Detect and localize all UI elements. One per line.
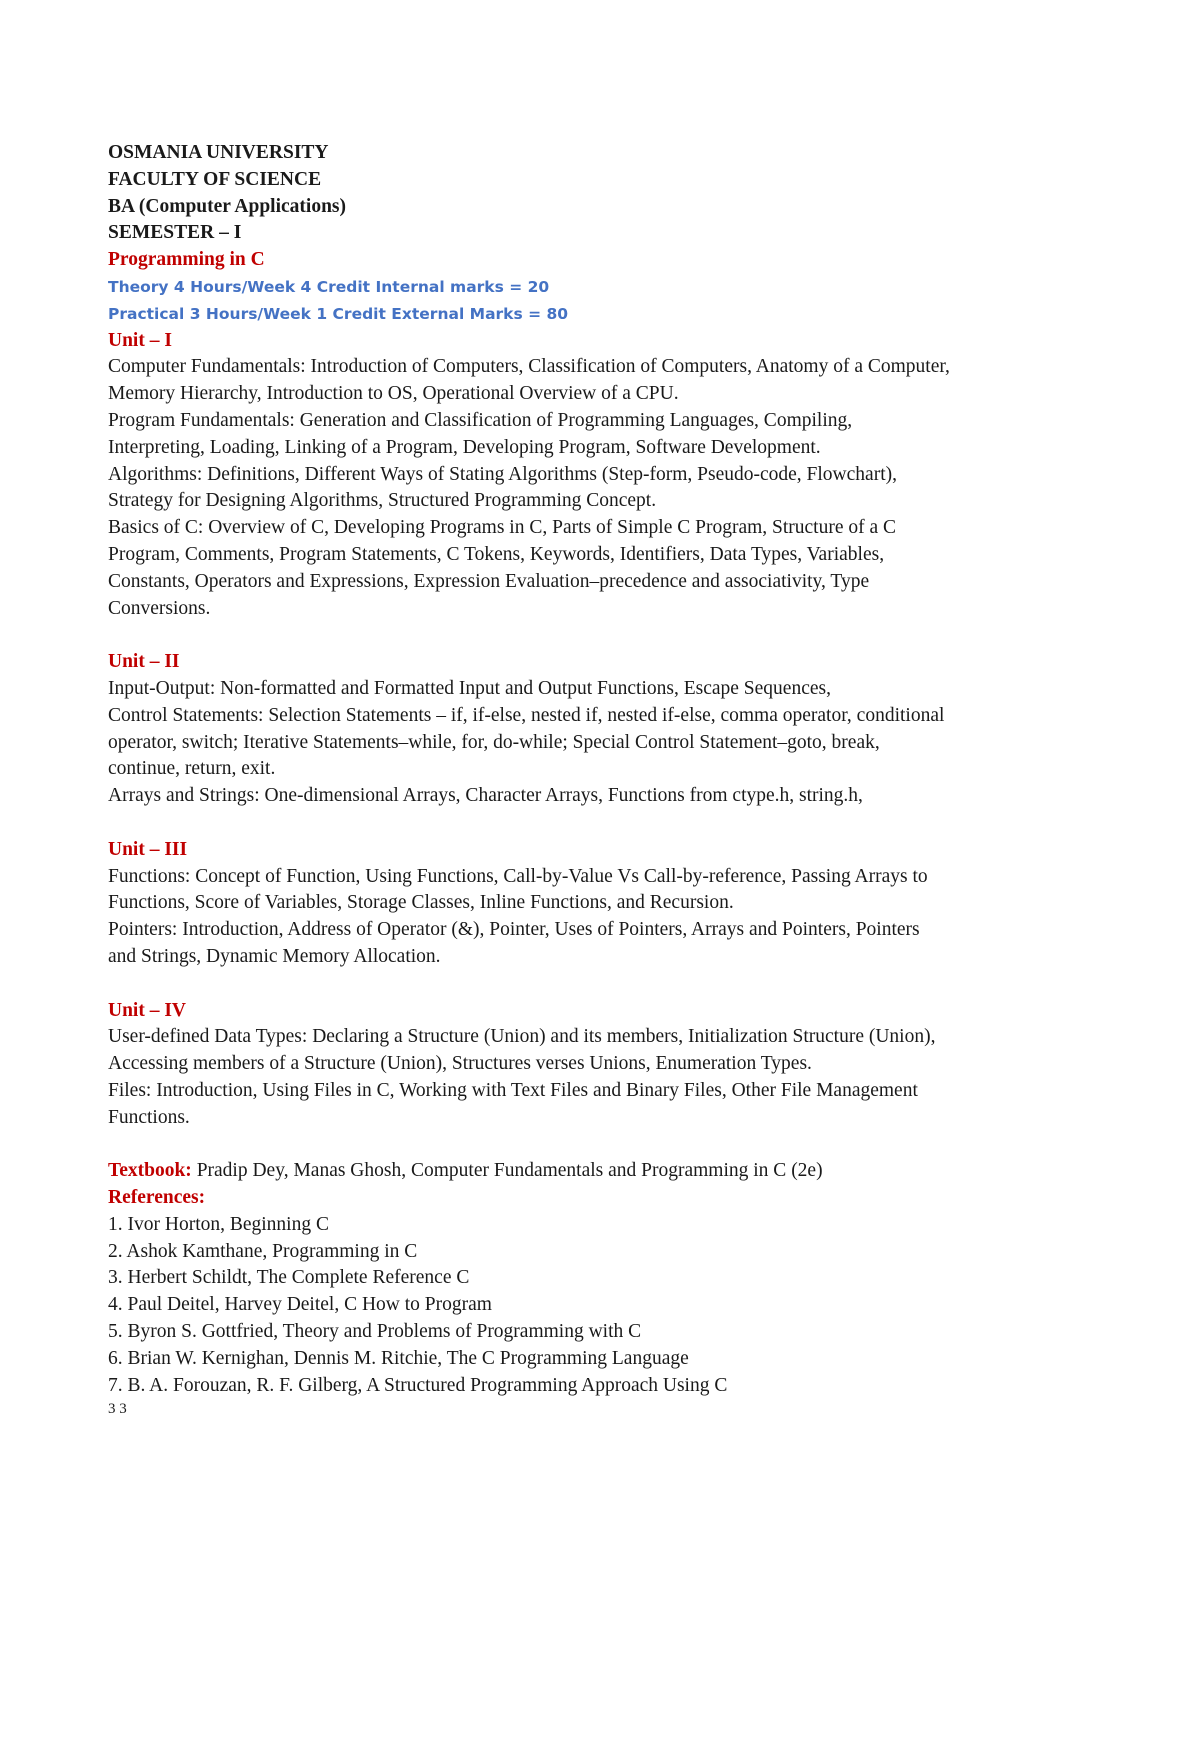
syllabus-document: [108, 140, 1118, 1419]
spacer: [108, 971, 1118, 998]
program-name: BA (Computer Applications): [108, 195, 346, 217]
unit-2-content: [108, 676, 1118, 810]
references-list: [108, 1212, 1118, 1400]
reference-item: 6. Brian W. Kernighan, Dennis M. Ritchie, The C Programming Language: [108, 1347, 689, 1369]
reference-item: 3. Herbert Schildt, The Complete Reference C: [108, 1267, 470, 1289]
unit-line: Program, Comments, Program Statements, C Tokens, Keywords, Identifiers, Data Types, Variables,: [108, 543, 885, 565]
unit-line: Conversions.: [108, 597, 211, 619]
textbook-text: Pradip Dey, Manas Ghosh, Computer Fundamentals and Programming in C (2e): [191, 1160, 823, 1182]
unit-line: Arrays and Strings: One-dimensional Arrays, Character Arrays, Functions from ctype.h, string.h,: [108, 785, 863, 807]
unit-line: continue, return, exit.: [108, 758, 276, 780]
reference-item: 4. Paul Deitel, Harvey Deitel, C How to Program: [108, 1294, 492, 1316]
faculty-name: FACULTY OF SCIENCE: [108, 168, 322, 190]
semester-label: SEMESTER – I: [108, 222, 242, 244]
theory-credits: Theory 4 Hours/Week 4 Credit Internal marks = 20: [108, 277, 550, 296]
reference-item: 5. Byron S. Gottfried, Theory and Problems of Programming with C: [108, 1321, 642, 1343]
unit-line: Algorithms: Definitions, Different Ways of Stating Algorithms (Step-form, Pseudo-code, Flowchart),: [108, 463, 897, 485]
unit-line: Computer Fundamentals: Introduction of Computers, Classification of Computers, Anatomy of a Computer,: [108, 356, 950, 378]
unit-line: Basics of C: Overview of C, Developing Programs in C, Parts of Simple C Program, Structure of a C: [108, 517, 897, 539]
unit-line: Input-Output: Non-formatted and Formatted Input and Output Functions, Escape Sequences,: [108, 677, 831, 699]
reference-item: 2. Ashok Kamthane, Programming in C: [108, 1240, 418, 1262]
unit-line: Interpreting, Loading, Linking of a Program, Developing Program, Software Development.: [108, 436, 821, 458]
unit-line: Functions.: [108, 1106, 190, 1128]
unit-4-content: [108, 1024, 1118, 1131]
unit-line: Program Fundamentals: Generation and Classification of Programming Languages, Compiling,: [108, 409, 853, 431]
unit-line: Control Statements: Selection Statements – if, if-else, nested if, nested if-else, comma operator, conditional: [108, 704, 945, 726]
university-name: OSMANIA UNIVERSITY: [108, 142, 329, 163]
unit-line: Functions: Concept of Function, Using Functions, Call-by-Value Vs Call-by-reference, Passing Arrays to: [108, 865, 928, 887]
reference-item: 1. Ivor Horton, Beginning C: [108, 1213, 329, 1235]
unit-line: and Strings, Dynamic Memory Allocation.: [108, 945, 441, 967]
unit-2-title: Unit – II: [108, 651, 180, 673]
unit-1-content: [108, 354, 1118, 622]
spacer: [108, 1131, 1118, 1158]
spacer: [108, 810, 1118, 837]
unit-line: Memory Hierarchy, Introduction to OS, Operational Overview of a CPU.: [108, 383, 679, 405]
unit-line: operator, switch; Iterative Statements–while, for, do-while; Special Control Statement–goto, break,: [108, 731, 880, 753]
textbook-label: Textbook:: [108, 1160, 192, 1182]
unit-line: Functions, Score of Variables, Storage Classes, Inline Functions, and Recursion.: [108, 892, 734, 914]
unit-line: Constants, Operators and Expressions, Expression Evaluation–precedence and associativity, Type: [108, 570, 870, 592]
unit-line: Files: Introduction, Using Files in C, Working with Text Files and Binary Files, Other File Management: [108, 1079, 918, 1101]
unit-line: Pointers: Introduction, Address of Operator (&), Pointer, Uses of Pointers, Arrays and Pointers, Pointers: [108, 919, 920, 941]
unit-line: Accessing members of a Structure (Union), Structures verses Unions, Enumeration Types.: [108, 1053, 812, 1075]
unit-4-title: Unit – IV: [108, 999, 187, 1021]
unit-3-title: Unit – III: [108, 838, 188, 860]
textbook-entry: [108, 1158, 1118, 1185]
reference-item: 7. B. A. Forouzan, R. F. Gilberg, A Structured Programming Approach Using C: [108, 1374, 728, 1396]
unit-3-content: [108, 864, 1118, 971]
unit-line: User-defined Data Types: Declaring a Structure (Union) and its members, Initialization Structure (Union),: [108, 1026, 936, 1048]
page-number: 3 3: [108, 1401, 127, 1418]
course-title: Programming in C: [108, 249, 265, 271]
spacer: [108, 622, 1118, 649]
practical-credits: Practical 3 Hours/Week 1 Credit External Marks = 80: [108, 304, 569, 323]
unit-1-title: Unit – I: [108, 329, 172, 351]
unit-line: Strategy for Designing Algorithms, Structured Programming Concept.: [108, 490, 657, 512]
references-label: References:: [108, 1187, 206, 1209]
